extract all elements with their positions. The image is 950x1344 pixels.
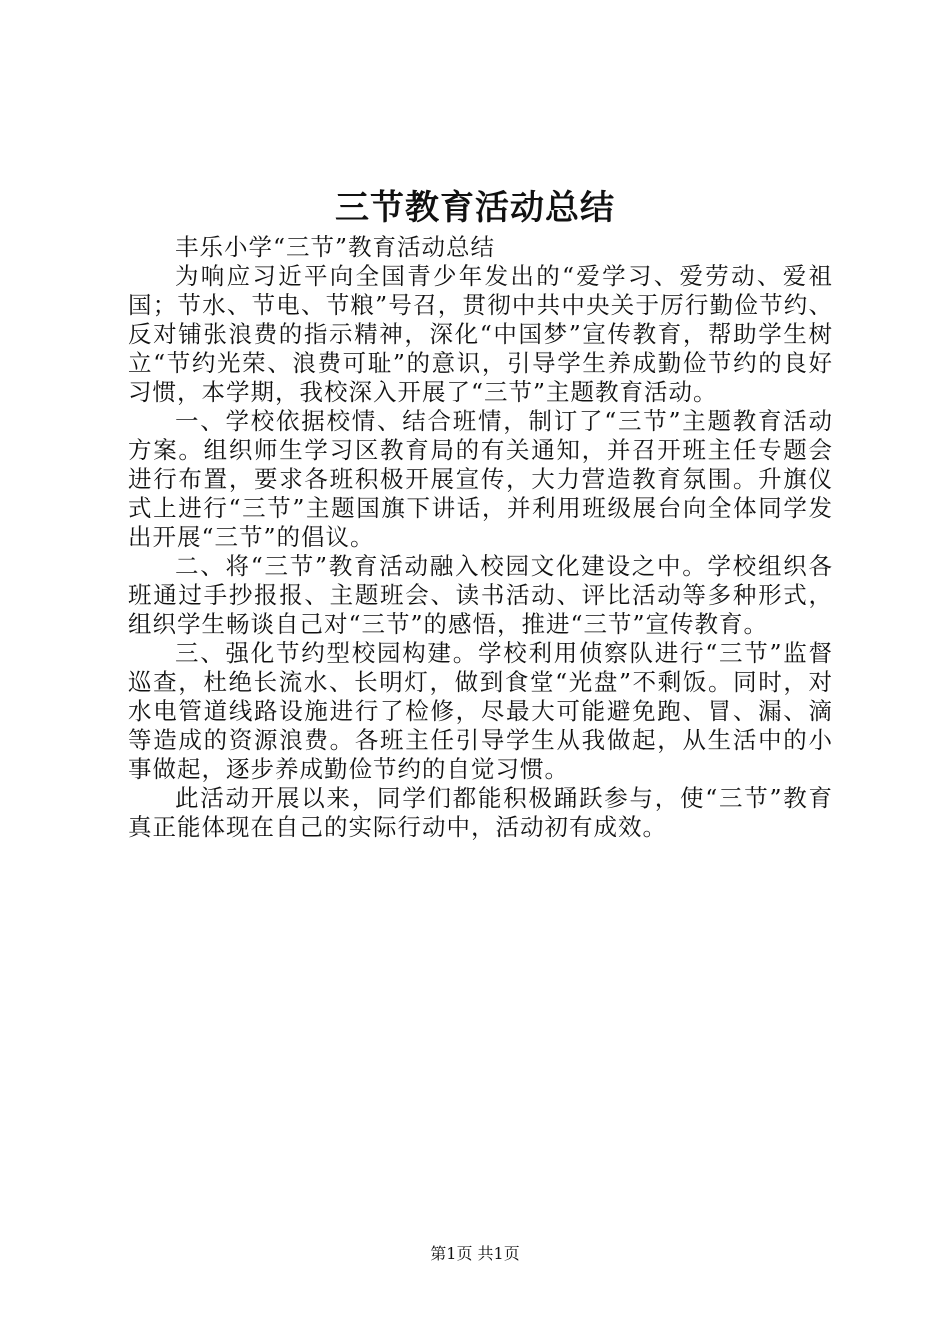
subtitle-paragraph: 丰乐小学“三节”教育活动总结 <box>175 233 496 261</box>
document-body <box>128 233 833 842</box>
section-two-paragraph: 二、将“三节”教育活动融入校园文化建设之中。学校组织各班通过手抄报报、主题班会、读书活动、评比活动等多种形式，组织学生畅谈自己对“三节”的感悟，推进“三节”宣传教育。 <box>128 552 833 638</box>
intro-paragraph: 为响应习近平向全国青少年发出的“爱学习、爱劳动、爱祖国；节水、节电、节粮”号召，贯彻中共中央关于厉行勤俭节约、反对铺张浪费的指示精神，深化“中国梦”宣传教育，帮助学生树立“节约光荣、浪费可耻”的意识，引导学生养成勤俭节约的良好习惯，本学期，我校深入开展了“三节”主题教育活动。 <box>128 262 833 406</box>
document-title: 三节教育活动总结 <box>335 188 615 228</box>
page-number-footer: 第1页 共1页 <box>430 1244 520 1263</box>
section-three-paragraph: 三、强化节约型校园构建。学校利用侦察队进行“三节”监督巡查，杜绝长流水、长明灯，做到食堂“光盘”不剩饭。同时，对水电管道线路设施进行了检修，尽最大可能避免跑、冒、漏、滴等造成的资源浪费。各班主任引导学生从我做起，从生活中的小事做起，逐步养成勤俭节约的自觉习惯。 <box>128 639 833 783</box>
conclusion-paragraph: 此活动开展以来，同学们都能积极踊跃参与，使“三节”教育真正能体现在自己的实际行动中，活动初有成效。 <box>128 784 833 841</box>
section-one-paragraph: 一、学校依据校情、结合班情，制订了“三节”主题教育活动方案。组织师生学习区教育局的有关通知，并召开班主任专题会进行布置，要求各班积极开展宣传，大力营造教育氛围。升旗仪式上进行“三节”主题国旗下讲话，并利用班级展台向全体同学发出开展“三节”的倡议。 <box>128 407 833 551</box>
